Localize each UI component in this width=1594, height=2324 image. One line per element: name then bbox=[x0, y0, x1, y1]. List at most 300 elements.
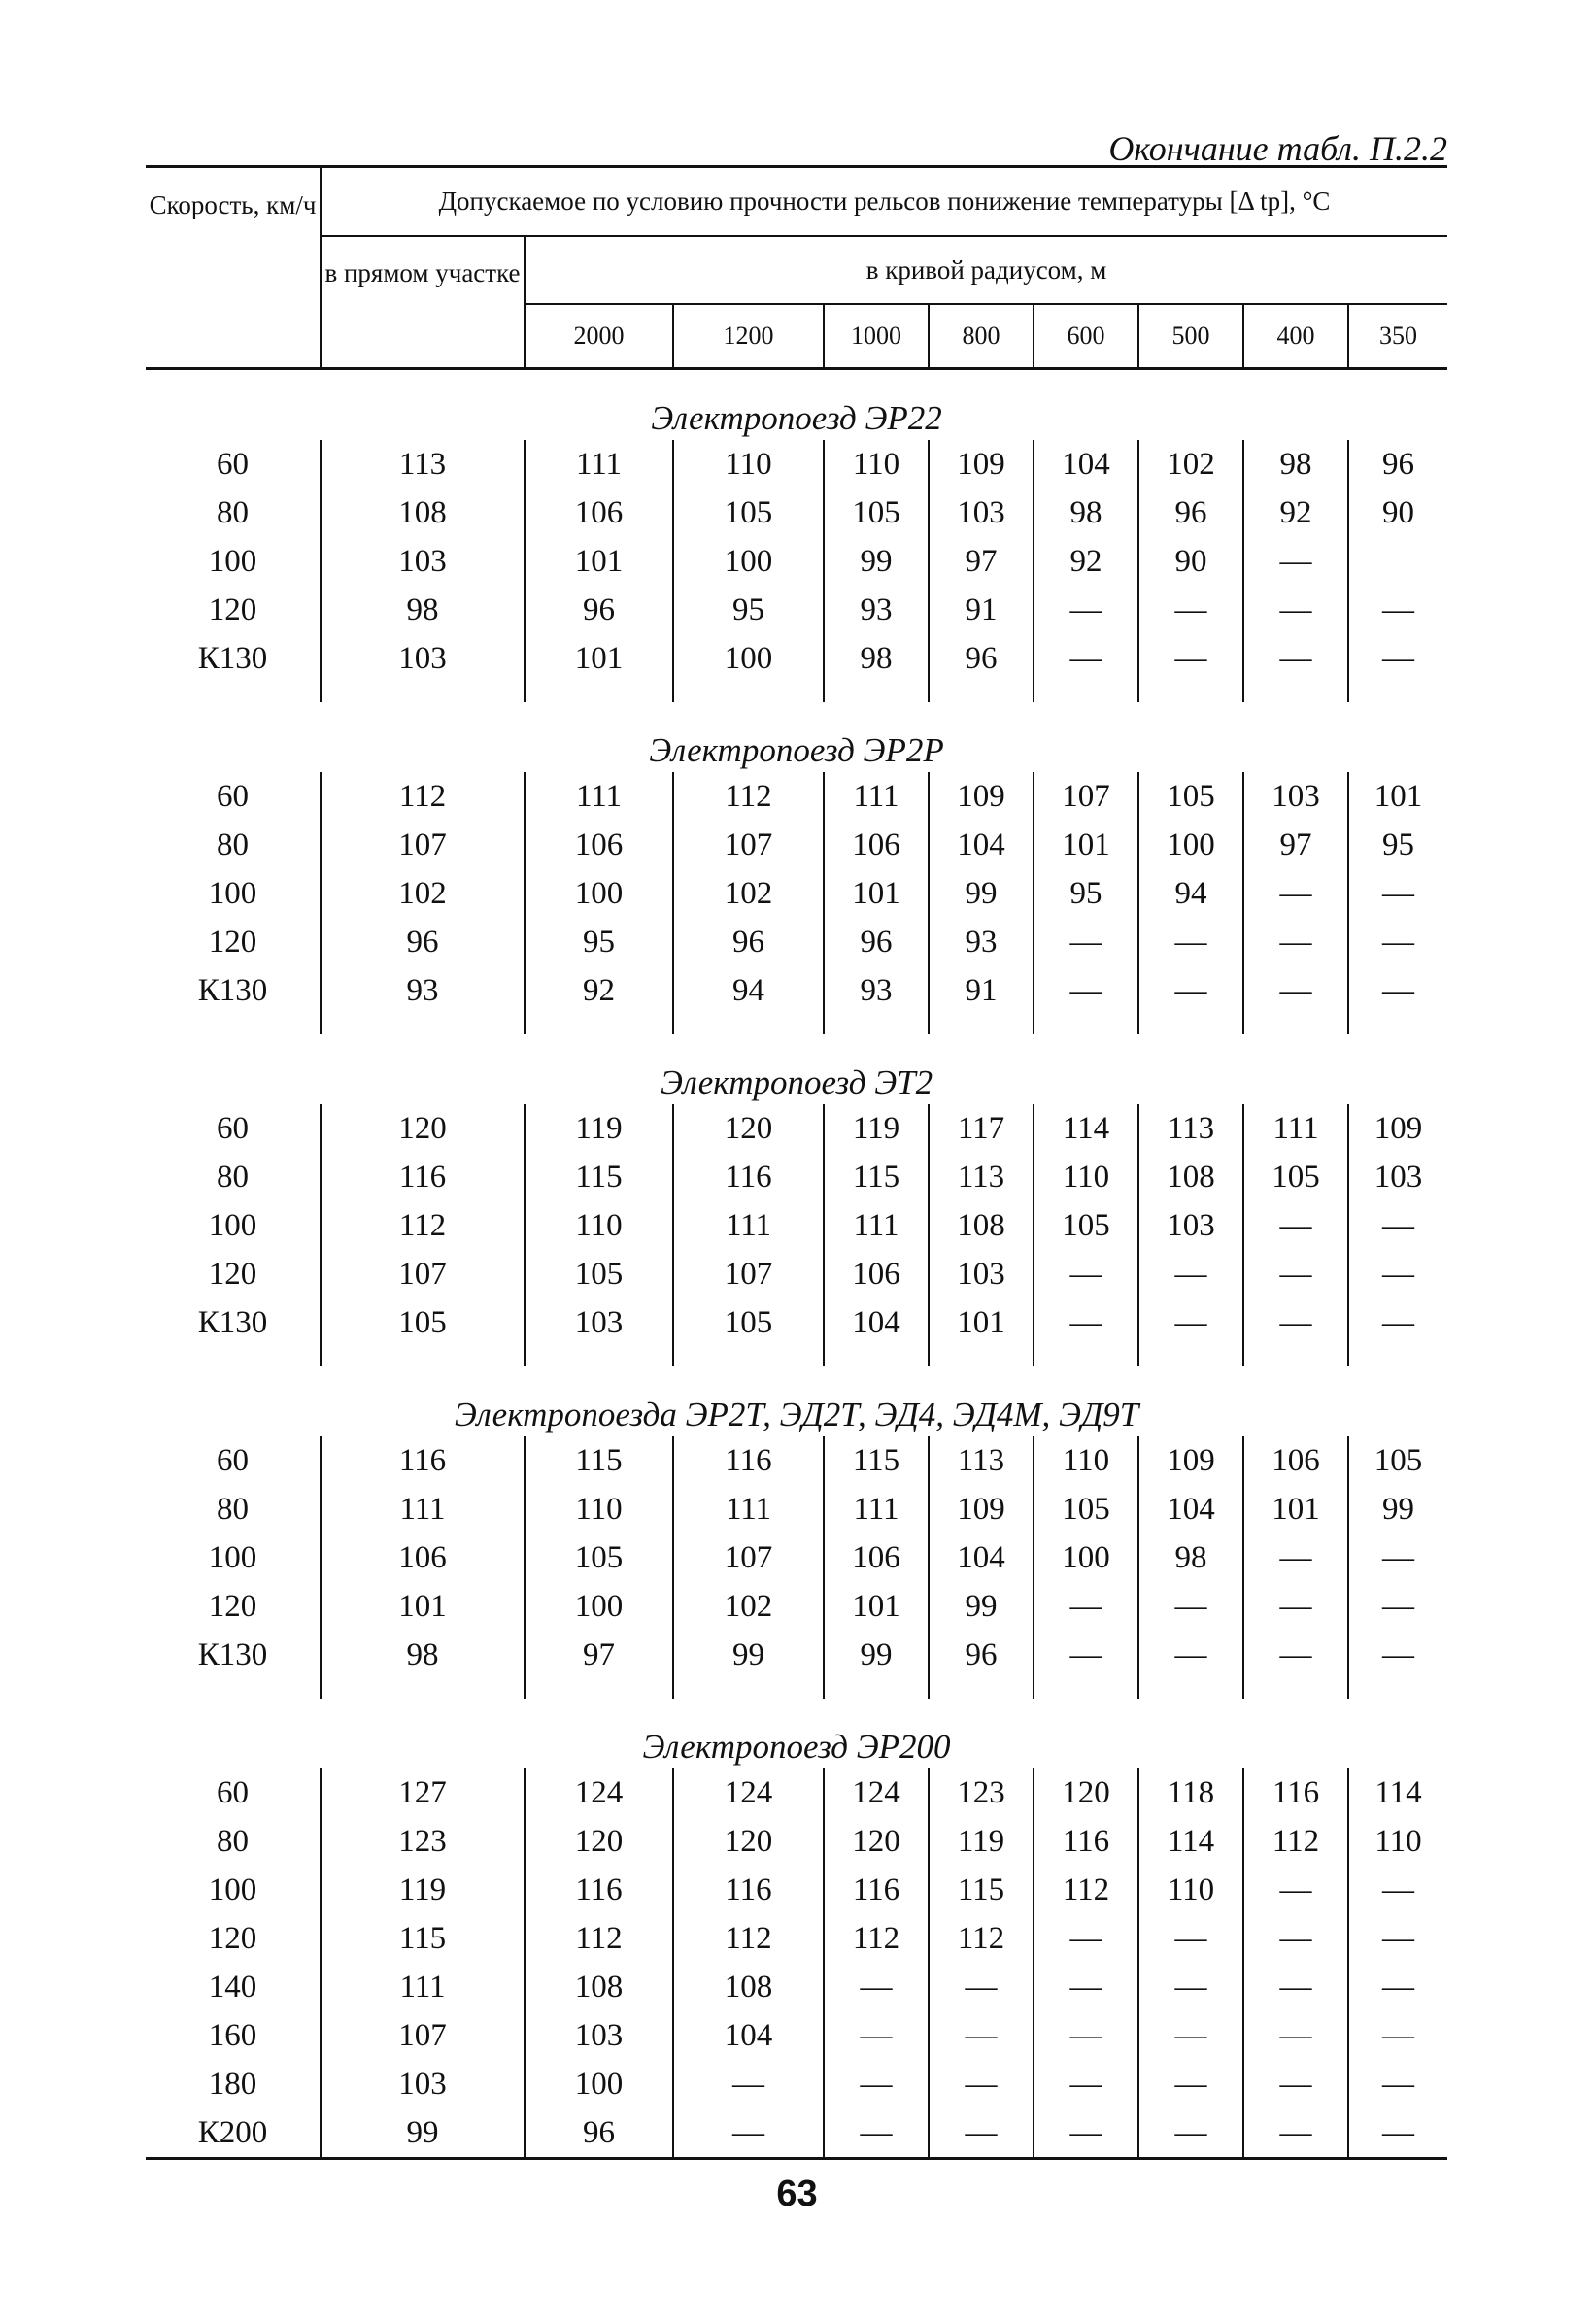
value-cell: — bbox=[824, 1963, 929, 2011]
value-cell: — bbox=[1348, 1963, 1447, 2011]
value-cell: 107 bbox=[673, 1250, 824, 1298]
value-cell: 105 bbox=[1034, 1201, 1138, 1250]
section-title: Электропоезд ЭР22 bbox=[651, 399, 942, 437]
gap-cell bbox=[146, 1347, 321, 1366]
gap-cell bbox=[1243, 1679, 1348, 1699]
value-cell: 92 bbox=[525, 966, 673, 1015]
value-cell: 99 bbox=[929, 1582, 1034, 1631]
value-cell: 103 bbox=[321, 537, 525, 586]
value-cell: 100 bbox=[1034, 1533, 1138, 1582]
value-cell: 97 bbox=[929, 537, 1034, 586]
value-cell: 99 bbox=[321, 2108, 525, 2159]
table-row bbox=[146, 1768, 1447, 1817]
value-cell: 119 bbox=[929, 1817, 1034, 1866]
value-cell: 99 bbox=[824, 1631, 929, 1679]
value-cell: 99 bbox=[673, 1631, 824, 1679]
value-cell: — bbox=[1243, 1582, 1348, 1631]
value-cell: — bbox=[1348, 2060, 1447, 2108]
value-cell: — bbox=[1034, 1250, 1138, 1298]
curve-header: в кривой радиусом, м bbox=[525, 236, 1447, 304]
table-header bbox=[146, 167, 1447, 370]
value-cell: — bbox=[1348, 1582, 1447, 1631]
speed-cell: 60 bbox=[217, 1443, 249, 1478]
value-cell: 105 bbox=[824, 488, 929, 537]
value-cell: 113 bbox=[929, 1153, 1034, 1201]
value-cell: 108 bbox=[321, 488, 525, 537]
value-cell: — bbox=[1138, 1963, 1243, 2011]
value-cell: 103 bbox=[929, 1250, 1034, 1298]
value-cell: 106 bbox=[525, 821, 673, 869]
value-cell: 105 bbox=[1138, 772, 1243, 821]
table-row bbox=[146, 1963, 1447, 2011]
value-cell: 116 bbox=[673, 1153, 824, 1201]
value-cell: 90 bbox=[1348, 488, 1447, 537]
gap-cell bbox=[1138, 1015, 1243, 1034]
value-cell: 115 bbox=[525, 1153, 673, 1201]
value-cell: — bbox=[1348, 918, 1447, 966]
value-cell: 111 bbox=[824, 1201, 929, 1250]
value-cell: — bbox=[1243, 586, 1348, 634]
value-cell: 104 bbox=[929, 1533, 1034, 1582]
value-cell: 112 bbox=[824, 1914, 929, 1963]
value-cell: 92 bbox=[1034, 537, 1138, 586]
value-cell: 96 bbox=[929, 1631, 1034, 1679]
gap-cell bbox=[673, 1015, 824, 1034]
value-cell: — bbox=[1243, 966, 1348, 1015]
value-cell: — bbox=[1034, 586, 1138, 634]
gap-cell bbox=[1348, 1015, 1447, 1034]
value-cell: 116 bbox=[1243, 1768, 1348, 1817]
value-cell: — bbox=[1243, 2060, 1348, 2108]
value-cell: — bbox=[1034, 1582, 1138, 1631]
speed-cell: К130 bbox=[197, 973, 268, 1008]
speed-cell: 100 bbox=[208, 1540, 257, 1575]
value-cell: 110 bbox=[824, 440, 929, 488]
value-cell: — bbox=[824, 2108, 929, 2159]
value-cell: — bbox=[1348, 634, 1447, 683]
value-cell: 116 bbox=[1034, 1817, 1138, 1866]
value-cell bbox=[1348, 537, 1447, 586]
gap-cell bbox=[929, 1015, 1034, 1034]
value-cell: 103 bbox=[1348, 1153, 1447, 1201]
value-cell: 109 bbox=[929, 440, 1034, 488]
value-cell: — bbox=[929, 1963, 1034, 2011]
section-title: Электропоезд ЭТ2 bbox=[660, 1063, 933, 1101]
gap-cell bbox=[1138, 683, 1243, 702]
section-title-row bbox=[146, 1366, 1447, 1436]
value-cell: 97 bbox=[525, 1631, 673, 1679]
value-cell: — bbox=[1034, 2011, 1138, 2060]
value-cell: 100 bbox=[673, 634, 824, 683]
value-cell: — bbox=[1243, 1914, 1348, 1963]
value-cell: — bbox=[1348, 586, 1447, 634]
value-cell: — bbox=[1138, 2011, 1243, 2060]
speed-cell: 80 bbox=[217, 1160, 249, 1195]
value-cell: 99 bbox=[824, 537, 929, 586]
table-row bbox=[146, 2011, 1447, 2060]
value-cell: 109 bbox=[929, 772, 1034, 821]
speed-cell: 100 bbox=[208, 1872, 257, 1907]
section-title-row bbox=[146, 370, 1447, 440]
speed-cell: К130 bbox=[197, 1637, 268, 1672]
radius-header: 1000 bbox=[824, 304, 929, 369]
table-row bbox=[146, 488, 1447, 537]
value-cell: 104 bbox=[673, 2011, 824, 2060]
value-cell: 104 bbox=[1138, 1485, 1243, 1533]
value-cell: 116 bbox=[525, 1866, 673, 1914]
value-cell: — bbox=[1348, 1631, 1447, 1679]
value-cell: 102 bbox=[673, 1582, 824, 1631]
value-cell: — bbox=[1243, 1298, 1348, 1347]
value-cell: — bbox=[1138, 1914, 1243, 1963]
value-cell: — bbox=[1348, 1298, 1447, 1347]
table-row bbox=[146, 772, 1447, 821]
value-cell: 111 bbox=[824, 1485, 929, 1533]
value-cell: 103 bbox=[929, 488, 1034, 537]
speed-cell: 80 bbox=[217, 495, 249, 530]
value-cell: — bbox=[1348, 1866, 1447, 1914]
value-cell: — bbox=[1034, 918, 1138, 966]
section-gap bbox=[146, 1015, 1447, 1034]
value-cell: 111 bbox=[673, 1485, 824, 1533]
value-cell: — bbox=[1034, 1963, 1138, 2011]
gap-cell bbox=[146, 1015, 321, 1034]
value-cell: 93 bbox=[321, 966, 525, 1015]
value-cell: — bbox=[824, 2060, 929, 2108]
value-cell: 108 bbox=[673, 1963, 824, 2011]
value-cell: 123 bbox=[321, 1817, 525, 1866]
value-cell: 112 bbox=[929, 1914, 1034, 1963]
gap-cell bbox=[1348, 683, 1447, 702]
value-cell: — bbox=[1138, 1582, 1243, 1631]
value-cell: 115 bbox=[321, 1914, 525, 1963]
table-body bbox=[146, 370, 1447, 2159]
gap-cell bbox=[525, 1679, 673, 1699]
value-cell: — bbox=[1034, 1914, 1138, 1963]
value-cell: 124 bbox=[673, 1768, 824, 1817]
value-cell: 112 bbox=[525, 1914, 673, 1963]
table-row bbox=[146, 1104, 1447, 1153]
value-cell: — bbox=[1243, 2108, 1348, 2159]
value-cell: — bbox=[1348, 2011, 1447, 2060]
gap-cell bbox=[673, 683, 824, 702]
value-cell: — bbox=[1243, 869, 1348, 918]
value-cell: 103 bbox=[321, 2060, 525, 2108]
value-cell: 112 bbox=[321, 1201, 525, 1250]
section-gap bbox=[146, 1679, 1447, 1699]
value-cell: 98 bbox=[1034, 488, 1138, 537]
value-cell: — bbox=[1138, 1631, 1243, 1679]
temperature-table bbox=[146, 167, 1447, 2160]
value-cell: 124 bbox=[824, 1768, 929, 1817]
value-cell: 96 bbox=[321, 918, 525, 966]
value-cell: 105 bbox=[1034, 1485, 1138, 1533]
value-cell: 105 bbox=[1243, 1153, 1348, 1201]
value-cell: 107 bbox=[321, 1250, 525, 1298]
value-cell: 101 bbox=[824, 869, 929, 918]
value-cell: 96 bbox=[824, 918, 929, 966]
value-cell: — bbox=[929, 2108, 1034, 2159]
table-row bbox=[146, 966, 1447, 1015]
value-cell: 120 bbox=[1034, 1768, 1138, 1817]
value-cell: 109 bbox=[929, 1485, 1034, 1533]
value-cell: 101 bbox=[321, 1582, 525, 1631]
value-cell: 119 bbox=[321, 1866, 525, 1914]
value-cell: 116 bbox=[321, 1436, 525, 1485]
value-cell: 103 bbox=[1138, 1201, 1243, 1250]
table-row bbox=[146, 1866, 1447, 1914]
speed-cell: 60 bbox=[217, 1111, 249, 1146]
value-cell: — bbox=[1138, 918, 1243, 966]
value-cell: 100 bbox=[673, 537, 824, 586]
value-cell: — bbox=[1138, 634, 1243, 683]
value-cell: 101 bbox=[1348, 772, 1447, 821]
value-cell: — bbox=[673, 2108, 824, 2159]
value-cell: 98 bbox=[824, 634, 929, 683]
gap-cell bbox=[824, 683, 929, 702]
value-cell: 100 bbox=[525, 1582, 673, 1631]
value-cell: 106 bbox=[824, 1533, 929, 1582]
value-cell: 101 bbox=[525, 537, 673, 586]
value-cell: 105 bbox=[1348, 1436, 1447, 1485]
value-cell: — bbox=[1243, 918, 1348, 966]
value-cell: — bbox=[1243, 1631, 1348, 1679]
value-cell: 96 bbox=[1348, 440, 1447, 488]
value-cell: 120 bbox=[824, 1817, 929, 1866]
value-cell: — bbox=[1243, 537, 1348, 586]
permissible-header: Допускаемое по условию прочности рельсов понижение температуры [Δ tр], °C bbox=[321, 167, 1447, 236]
value-cell: 98 bbox=[1243, 440, 1348, 488]
radius-header: 2000 bbox=[525, 304, 673, 369]
gap-cell bbox=[673, 1679, 824, 1699]
gap-cell bbox=[1348, 1679, 1447, 1699]
value-cell: 109 bbox=[1348, 1104, 1447, 1153]
section-title: Электропоезд ЭР200 bbox=[642, 1728, 951, 1766]
value-cell: 102 bbox=[673, 869, 824, 918]
value-cell: 111 bbox=[525, 440, 673, 488]
value-cell: 106 bbox=[824, 821, 929, 869]
value-cell: 99 bbox=[929, 869, 1034, 918]
value-cell: 111 bbox=[321, 1485, 525, 1533]
value-cell: 103 bbox=[1243, 772, 1348, 821]
radius-header: 500 bbox=[1138, 304, 1243, 369]
speed-cell: 100 bbox=[208, 1208, 257, 1243]
value-cell: 107 bbox=[1034, 772, 1138, 821]
value-cell: 96 bbox=[1138, 488, 1243, 537]
gap-cell bbox=[321, 1347, 525, 1366]
value-cell: — bbox=[1034, 966, 1138, 1015]
gap-cell bbox=[525, 1347, 673, 1366]
value-cell: 104 bbox=[1034, 440, 1138, 488]
value-cell: — bbox=[1138, 2108, 1243, 2159]
value-cell: 110 bbox=[525, 1485, 673, 1533]
gap-cell bbox=[1034, 1347, 1138, 1366]
page-number: 63 bbox=[776, 2173, 818, 2214]
value-cell: 105 bbox=[673, 488, 824, 537]
speed-cell: К130 bbox=[197, 641, 268, 676]
gap-cell bbox=[1348, 1347, 1447, 1366]
gap-cell bbox=[1243, 1015, 1348, 1034]
value-cell: 95 bbox=[673, 586, 824, 634]
value-cell: 92 bbox=[1243, 488, 1348, 537]
value-cell: 98 bbox=[321, 1631, 525, 1679]
value-cell: 90 bbox=[1138, 537, 1243, 586]
value-cell: 110 bbox=[1034, 1153, 1138, 1201]
gap-cell bbox=[824, 1015, 929, 1034]
speed-cell: 80 bbox=[217, 827, 249, 862]
value-cell: — bbox=[1243, 1963, 1348, 2011]
value-cell: 99 bbox=[1348, 1485, 1447, 1533]
gap-cell bbox=[1034, 1015, 1138, 1034]
table-row bbox=[146, 537, 1447, 586]
value-cell: 118 bbox=[1138, 1768, 1243, 1817]
value-cell: 124 bbox=[525, 1768, 673, 1817]
value-cell: — bbox=[929, 2060, 1034, 2108]
value-cell: 112 bbox=[673, 1914, 824, 1963]
value-cell: 103 bbox=[525, 2011, 673, 2060]
value-cell: 112 bbox=[1034, 1866, 1138, 1914]
value-cell: 105 bbox=[673, 1298, 824, 1347]
radius-header: 1200 bbox=[673, 304, 824, 369]
value-cell: 112 bbox=[673, 772, 824, 821]
table-row bbox=[146, 1250, 1447, 1298]
speed-cell: 100 bbox=[208, 876, 257, 911]
value-cell: 120 bbox=[321, 1104, 525, 1153]
gap-cell bbox=[673, 1347, 824, 1366]
value-cell: — bbox=[1348, 869, 1447, 918]
speed-header: Скорость, км/ч bbox=[146, 167, 321, 369]
value-cell: 115 bbox=[824, 1436, 929, 1485]
speed-cell: 60 bbox=[217, 1775, 249, 1810]
value-cell: 110 bbox=[673, 440, 824, 488]
value-cell: 109 bbox=[1138, 1436, 1243, 1485]
speed-cell: 80 bbox=[217, 1492, 249, 1527]
gap-cell bbox=[1138, 1679, 1243, 1699]
value-cell: 107 bbox=[673, 821, 824, 869]
table-row bbox=[146, 1201, 1447, 1250]
table-row bbox=[146, 1817, 1447, 1866]
value-cell: 114 bbox=[1138, 1817, 1243, 1866]
table-row bbox=[146, 918, 1447, 966]
value-cell: 110 bbox=[1348, 1817, 1447, 1866]
value-cell: 106 bbox=[824, 1250, 929, 1298]
radius-header: 350 bbox=[1379, 321, 1418, 350]
value-cell: 106 bbox=[525, 488, 673, 537]
value-cell: 113 bbox=[929, 1436, 1034, 1485]
value-cell: 114 bbox=[1034, 1104, 1138, 1153]
value-cell: 119 bbox=[525, 1104, 673, 1153]
value-cell: 104 bbox=[824, 1298, 929, 1347]
value-cell: 96 bbox=[525, 2108, 673, 2159]
value-cell: 107 bbox=[321, 821, 525, 869]
value-cell: 103 bbox=[321, 634, 525, 683]
gap-cell bbox=[1034, 683, 1138, 702]
value-cell: 119 bbox=[824, 1104, 929, 1153]
value-cell: 127 bbox=[321, 1768, 525, 1817]
value-cell: 117 bbox=[929, 1104, 1034, 1153]
section-title-row bbox=[146, 1699, 1447, 1768]
table-row bbox=[146, 1914, 1447, 1963]
section-gap bbox=[146, 1347, 1447, 1366]
gap-cell bbox=[146, 1679, 321, 1699]
gap-cell bbox=[525, 1015, 673, 1034]
value-cell: 100 bbox=[1138, 821, 1243, 869]
speed-cell: 120 bbox=[208, 592, 257, 627]
value-cell: 100 bbox=[525, 2060, 673, 2108]
straight-header: в прямом участке bbox=[321, 236, 525, 369]
value-cell: 105 bbox=[525, 1250, 673, 1298]
value-cell: 96 bbox=[673, 918, 824, 966]
speed-cell: 100 bbox=[208, 544, 257, 579]
gap-cell bbox=[1034, 1679, 1138, 1699]
gap-cell bbox=[824, 1347, 929, 1366]
table-row bbox=[146, 1298, 1447, 1347]
speed-cell: 120 bbox=[208, 1921, 257, 1956]
value-cell: 111 bbox=[525, 772, 673, 821]
value-cell: — bbox=[1138, 1250, 1243, 1298]
value-cell: — bbox=[1138, 586, 1243, 634]
gap-cell bbox=[146, 683, 321, 702]
radius-header: 600 bbox=[1034, 304, 1138, 369]
gap-cell bbox=[321, 1015, 525, 1034]
value-cell: 111 bbox=[673, 1201, 824, 1250]
value-cell: 116 bbox=[824, 1866, 929, 1914]
value-cell: 107 bbox=[321, 2011, 525, 2060]
gap-cell bbox=[1243, 1347, 1348, 1366]
value-cell: 110 bbox=[1034, 1436, 1138, 1485]
gap-cell bbox=[824, 1679, 929, 1699]
value-cell: 95 bbox=[525, 918, 673, 966]
value-cell: 113 bbox=[1138, 1104, 1243, 1153]
table-row bbox=[146, 1533, 1447, 1582]
value-cell: — bbox=[1243, 1250, 1348, 1298]
table-caption: Окончание табл. П.2.2 bbox=[1108, 129, 1447, 168]
speed-cell: 60 bbox=[217, 779, 249, 814]
table-row bbox=[146, 821, 1447, 869]
value-cell: — bbox=[1034, 2060, 1138, 2108]
gap-cell bbox=[929, 1679, 1034, 1699]
value-cell: 93 bbox=[824, 966, 929, 1015]
value-cell: 91 bbox=[929, 966, 1034, 1015]
value-cell: — bbox=[1348, 1533, 1447, 1582]
value-cell: 102 bbox=[321, 869, 525, 918]
value-cell: 108 bbox=[929, 1201, 1034, 1250]
value-cell: 115 bbox=[929, 1866, 1034, 1914]
value-cell: 96 bbox=[929, 634, 1034, 683]
value-cell: 120 bbox=[673, 1104, 824, 1153]
value-cell: — bbox=[1243, 2011, 1348, 2060]
value-cell: 91 bbox=[929, 586, 1034, 634]
value-cell: — bbox=[673, 2060, 824, 2108]
value-cell: 101 bbox=[525, 634, 673, 683]
radius-header: 400 bbox=[1243, 304, 1348, 369]
speed-cell: 120 bbox=[208, 925, 257, 960]
value-cell: 120 bbox=[673, 1817, 824, 1866]
value-cell: 116 bbox=[673, 1436, 824, 1485]
section-gap bbox=[146, 683, 1447, 702]
value-cell: 100 bbox=[525, 869, 673, 918]
value-cell: 111 bbox=[321, 1963, 525, 2011]
table-row bbox=[146, 1485, 1447, 1533]
value-cell: 110 bbox=[1138, 1866, 1243, 1914]
gap-cell bbox=[1138, 1347, 1243, 1366]
value-cell: 94 bbox=[1138, 869, 1243, 918]
value-cell: — bbox=[1138, 2060, 1243, 2108]
speed-cell: 180 bbox=[208, 2067, 257, 2102]
value-cell: 106 bbox=[321, 1533, 525, 1582]
value-cell: 112 bbox=[1243, 1817, 1348, 1866]
speed-cell: К200 bbox=[146, 2108, 321, 2159]
